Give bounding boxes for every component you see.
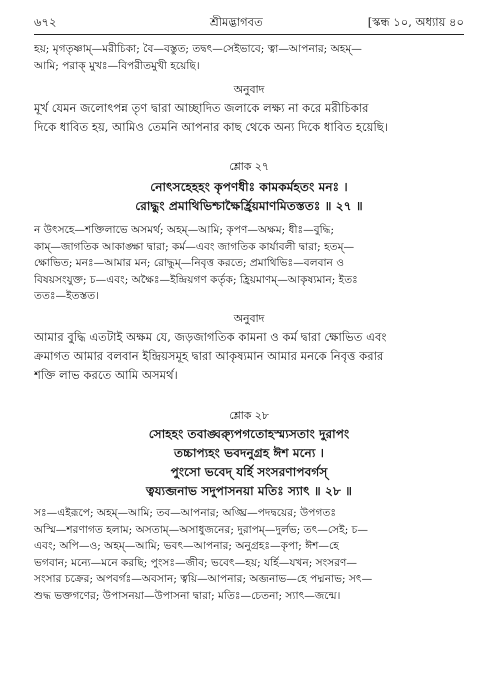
verse-heading: শ্লোক ২৭ [229, 160, 269, 173]
translation-heading: অনুবাদ [233, 83, 265, 96]
section-reference: [স্কন্ধ ১০, অধ্যায় ৪০ [367, 15, 464, 29]
text-line: ভগবান; মন্যে—মনে করছি; পুংসঃ—জীব; ভবেৎ—হয়; যর্হি—যখন; সংসরণ— [34, 556, 358, 569]
page-header [34, 14, 464, 34]
text-line: হয়; মৃগতৃষ্ণাম্—মরীচিকা; বৈ—বস্তুত; তদ্বৎ—সেইভাবে; ত্বা—আপনার; অহম্— [34, 43, 362, 55]
text-line: শক্তি লাভ করতে আমি অসমর্থ। [34, 368, 178, 382]
verse-line: নোৎসহেহহং কৃপণধীঃ কামকর্মহতং মনঃ । [150, 180, 348, 194]
text-line: ক্রমাগত আমার বলবান ইন্দ্রিয়সমূহ দ্বারা আকৃষ্যমান আমার মনকে নিবৃত্ত করার [34, 349, 384, 363]
synonyms-continuation [34, 41, 464, 74]
translation-text [34, 99, 464, 137]
text-line: অস্মি—শরণাগত হলাম; অসতাম্—অসাধুজনের; দুরাপম্—দুর্লভ; তৎ—সেই; চ— [34, 523, 368, 536]
text-line: ততঃ—ইতস্তত। [34, 290, 99, 303]
text-line: দিকে ধাবিত হয়, আমিও তেমনি আপনার কাছ থেকে অন্য দিকে ধাবিত হয়েছি। [34, 120, 388, 134]
verse-line: সোহহং তবাঙ্ঘ্র্যুপগতোহস্ম্যসতাং দুরাপং [148, 427, 350, 441]
text-line: কাম্—জাগতিক আকাঙ্ক্ষা দ্বারা; কর্ম—এবং জাগতিক কার্যাবলী দ্বারা; হতম্— [34, 240, 355, 253]
verse-line: রোদ্ধুং প্রমাথিভিশ্চাক্ষৈর্হ্রিয়মাণমিতস্ততঃ ॥ ২৭ ॥ [135, 199, 363, 213]
text-line: শুদ্ধ ভক্তগণের; উপাসনয়া—উপাসনা দ্বারা; মতিঃ—চেতনা; স্যাৎ—জন্মে। [34, 589, 341, 602]
text-line: আমার বুদ্ধি এতটাই অক্ষম যে, জড়জাগতিক কামনা ও কর্ম দ্বারা ক্ষোভিত এবং [34, 330, 387, 344]
text-line: ন উৎসহে—শক্তিলাভে অসমর্থ; অহম্—আমি; কৃপণ—অক্ষম; ধীঃ—বুদ্ধি; [34, 224, 335, 236]
verse-heading: শ্লোক ২৮ [229, 409, 269, 422]
text-line: মূর্খ যেমন জলোৎপন্ন তৃণ দ্বারা আচ্ছাদিত জলাকে লক্ষ্য না করে মরীচিকার [34, 101, 369, 115]
header-rule [34, 34, 464, 35]
text-line: সঃ—এইরূপে; অহম্—আমি; তব—আপনার; অঙ্ঘ্রি—পদদ্বয়ের; উপগতঃ [34, 507, 336, 519]
verse-text [34, 178, 464, 216]
verse-line: তচ্চাপ্যহং ভবদনুগ্রহ ঈশ মন্যে । [174, 446, 324, 460]
page-number: ৬৭২ [34, 15, 57, 29]
verse-text [34, 425, 464, 501]
synonyms [34, 222, 464, 305]
translation-text [34, 328, 464, 385]
verse-line: ত্বয্যব্জনাভ সদুপাসনয়া মতিঃ স্যাৎ ॥ ২৮ ॥ [145, 484, 353, 498]
text-line: এবং; অপি—ও; অহম্—আমি; ভবৎ—আপনার; অনুগ্রহঃ—কৃপা; ঈশ—হে [34, 540, 339, 553]
text-line: সংসার চক্রের; অপবর্গঃ—অবসান; ত্বয়ি—আপনার; অব্জনাভ—হে পদ্মনাভ; সৎ— [34, 573, 373, 586]
verse-line: পুংসো ভবেদ্ যর্হি সংসরণাপবর্গস্ [170, 465, 328, 479]
text-line: বিষয়সংযুক্ত; চ—এবং; অক্ষৈঃ—ইন্দ্রিয়গণ কর্তৃক; হ্রিয়মাণম্—আকৃষ্যমান; ইতঃ [34, 273, 358, 286]
synonyms [34, 505, 464, 605]
translation-heading: অনুবাদ [233, 312, 265, 325]
text-line: আমি; পরাক্ মুখঃ—বিপরীতমুখী হয়েছি। [34, 59, 200, 72]
text-line: ক্ষোভিত; মনঃ—আমার মন; রোদ্ধুম্—নিবৃত্ত করতে; প্রমাথিভিঃ—বলবান ও [34, 257, 345, 270]
book-title: শ্রীমদ্ভাগবত [210, 15, 263, 29]
